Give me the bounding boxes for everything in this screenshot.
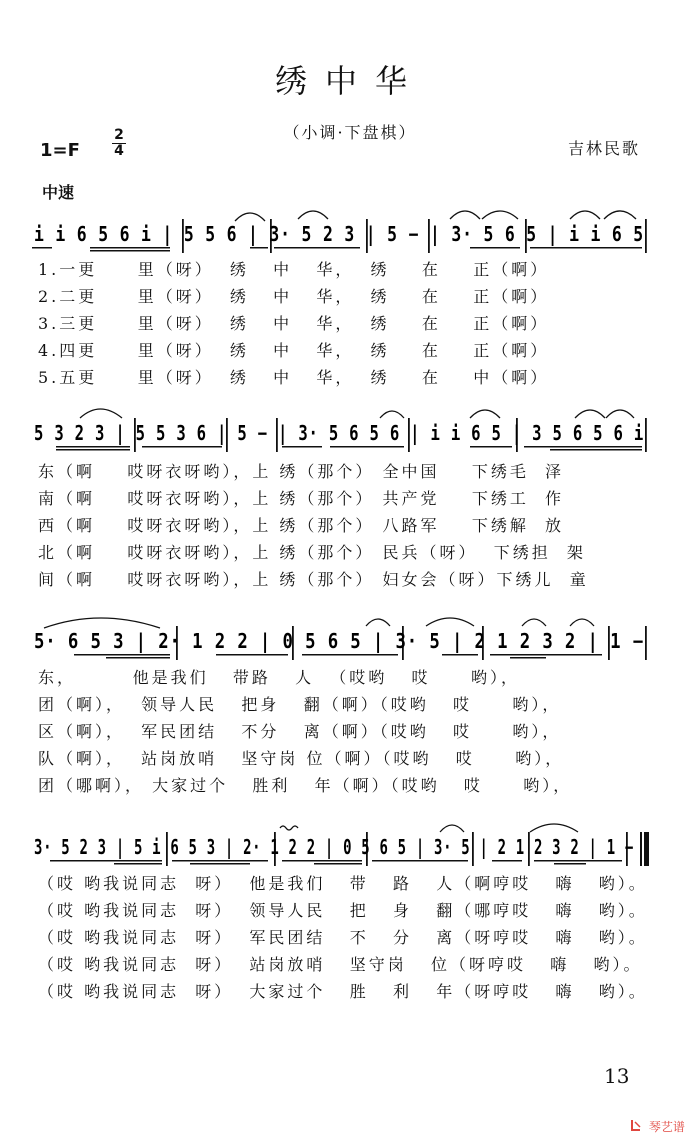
lyric-verse-5: 团（哪啊）， 大家过个 胜利 年（啊）（哎哟 哎 哟）， bbox=[38, 776, 573, 795]
notation-line-1 bbox=[30, 205, 654, 253]
slur-mark bbox=[366, 619, 390, 626]
lyric-verse-5: 间（啊 哎呀衣呀哟），上 绣（那个） 妇女会（呀）下绣儿 童 bbox=[38, 570, 589, 589]
lyric-verse-4: 北（啊 哎呀衣呀哟），上 绣（那个） 民兵（呀） 下绣担 架 bbox=[38, 543, 586, 562]
slur-mark bbox=[482, 211, 518, 219]
lyric-verse-4: 4.四更 里（呀） 绣 中 华， 绣 在 正（啊） bbox=[38, 341, 550, 360]
notation-text: 5· 6 5 3 | 2· 1 2 2 | 0 5 6 5 | 3· 5 | 2 1 2 3 2 | 1 − bbox=[34, 629, 644, 653]
slur-mark bbox=[440, 825, 464, 832]
staff-system-3 bbox=[30, 612, 654, 660]
lyric-verse-4: 队（啊）， 站岗放哨 坚守岗 位（啊）（哎哟 哎 哟）， bbox=[38, 749, 565, 768]
notation-line-4 bbox=[30, 818, 654, 866]
lyric-verse-1: 东（啊 哎呀衣呀哟），上 绣（那个） 全中国 下绣毛 泽 bbox=[38, 462, 565, 481]
key-signature: 1=F bbox=[40, 140, 80, 161]
lyrics-system-3 bbox=[38, 664, 654, 799]
slur-mark bbox=[470, 410, 500, 418]
lyric-verse-2: （哎 哟我说同志 呀） 领导人民 把 身 翻（哪哼哎 嗨 哟）。 bbox=[38, 901, 648, 920]
lyric-verse-1: 东， 他是我们 带路 人 （哎哟 哎 哟）， bbox=[38, 668, 520, 687]
lyric-verse-2: 南（啊 哎呀衣呀哟），上 绣（那个） 共产党 下绣工 作 bbox=[38, 489, 565, 508]
slur-mark bbox=[380, 411, 404, 418]
tempo-marking: 中速 bbox=[42, 183, 75, 202]
time-signature bbox=[112, 128, 126, 159]
slur-mark bbox=[530, 824, 578, 832]
page-number: 13 bbox=[604, 1064, 630, 1088]
slur-mark bbox=[235, 213, 265, 221]
slur-mark bbox=[575, 410, 605, 418]
song-title: 绣中华 bbox=[274, 62, 425, 100]
notation-line-2 bbox=[30, 404, 654, 452]
lyric-verse-5: （哎 哟我说同志 呀） 大家过个 胜 利 年（呀哼哎 嗨 哟）。 bbox=[38, 982, 648, 1001]
notation-text: 3· 5 2 3 | 5 i 6 5 3 | 2· 1 2 2 | 0 5 6 5 | 3· 5 | 2 1 2 3 2 | 1 − bbox=[34, 835, 634, 859]
notation-text: i i 6 5 6 i | 5 5 6 | 3· 5 2 3 | 5 − | 3· 5 6 5 | i i 6 5 bbox=[34, 222, 644, 246]
staff-system-2 bbox=[30, 404, 654, 452]
mordent-mark bbox=[280, 826, 298, 830]
slur-mark bbox=[570, 619, 594, 626]
song-subtitle: （小调·下盘棋） bbox=[283, 123, 417, 142]
attribution: 吉林民歌 bbox=[568, 139, 641, 158]
lyric-verse-2: 团（啊）， 领导人民 把身 翻（啊）（哎哟 哎 哟）， bbox=[38, 695, 562, 714]
staff-system-1 bbox=[30, 205, 654, 253]
notation-text: 5 3 2 3 | 5 5 3 6 | 5 − | 3· 5 6 5 6 | i i 6 5 | 3 5 6 5 6 i bbox=[34, 421, 644, 445]
lyric-verse-3: （哎 哟我说同志 呀） 军民团结 不 分 离（呀哼哎 嗨 哟）。 bbox=[38, 928, 648, 947]
slur-mark bbox=[604, 211, 636, 219]
watermark-text: 琴艺谱 bbox=[648, 1120, 685, 1134]
slur-mark bbox=[522, 619, 546, 626]
lyric-verse-3: 区（啊）， 军民团结 不分 离（啊）（哎哟 哎 哟）， bbox=[38, 722, 562, 741]
slur-mark bbox=[570, 211, 600, 219]
time-denominator: 4 bbox=[114, 143, 124, 159]
lyric-verse-1: （哎 哟我说同志 呀） 他是我们 带 路 人（啊哼哎 嗨 哟）。 bbox=[38, 874, 648, 893]
lyric-verse-4: （哎 哟我说同志 呀） 站岗放哨 坚守岗 位（呀哼哎 嗨 哟）。 bbox=[38, 955, 643, 974]
lyrics-system-4 bbox=[38, 870, 654, 1005]
staff-system-4 bbox=[30, 818, 654, 866]
watermark bbox=[630, 1118, 685, 1135]
lyrics-system-2 bbox=[38, 458, 654, 593]
slur-mark bbox=[426, 618, 474, 626]
time-numerator: 2 bbox=[114, 127, 124, 143]
watermark-logo-icon bbox=[630, 1119, 642, 1134]
slur-mark bbox=[44, 618, 160, 628]
notation-line-3 bbox=[30, 612, 654, 660]
slur-mark bbox=[606, 410, 634, 418]
lyric-verse-2: 2.二更 里（呀） 绣 中 华， 绣 在 正（啊） bbox=[38, 287, 550, 306]
lyric-verse-5: 5.五更 里（呀） 绣 中 华， 绣 在 中（啊） bbox=[38, 368, 550, 387]
lyric-verse-3: 西（啊 哎呀衣呀哟），上 绣（那个） 八路军 下绣解 放 bbox=[38, 516, 565, 535]
slur-mark bbox=[80, 409, 122, 418]
lyrics-system-1 bbox=[38, 256, 654, 391]
slur-mark bbox=[298, 211, 328, 219]
slur-mark bbox=[450, 211, 480, 219]
lyric-verse-3: 3.三更 里（呀） 绣 中 华， 绣 在 正（啊） bbox=[38, 314, 550, 333]
lyric-verse-1: 1.一更 里（呀） 绣 中 华， 绣 在 正（啊） bbox=[38, 260, 550, 279]
